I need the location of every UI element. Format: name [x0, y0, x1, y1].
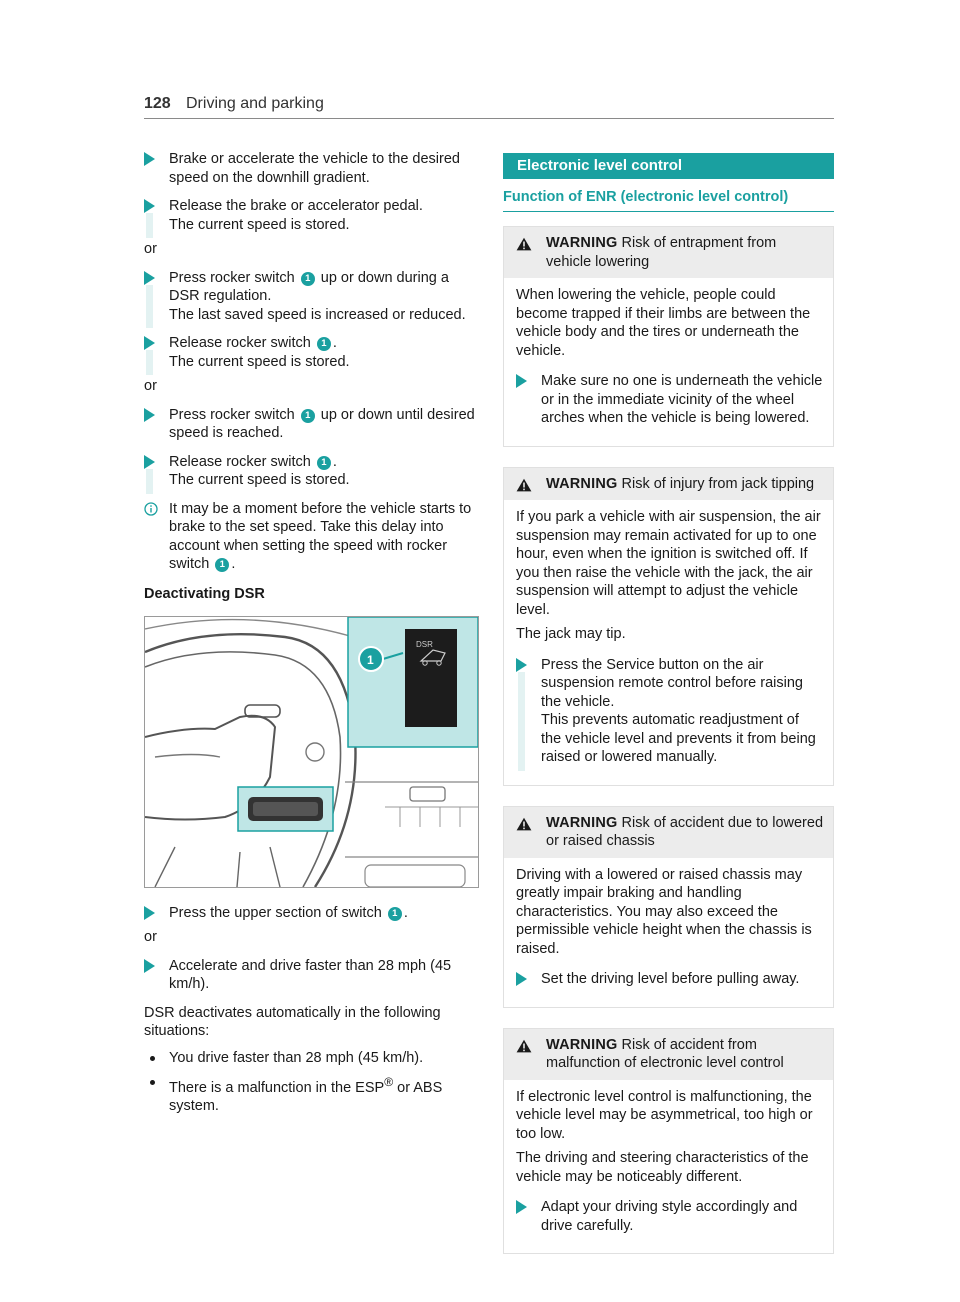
instruction-step: Press the upper section of switch 1 .	[144, 904, 479, 923]
warning-triangle-icon	[516, 1039, 532, 1053]
bullet-icon	[150, 1056, 155, 1061]
instruction-step	[516, 656, 823, 767]
warning-label: WARNING	[546, 235, 618, 251]
figure-callout-1: 1	[367, 652, 374, 667]
list-item: You drive faster than 28 mph (45 km/h).	[144, 1049, 479, 1068]
warning-box	[503, 1028, 834, 1255]
warning-triangle-icon	[516, 237, 532, 251]
step-result: The current speed is stored.	[169, 472, 350, 488]
warning-label: WARNING	[546, 814, 618, 831]
warning-body	[504, 1080, 833, 1254]
arrow-step-icon	[144, 199, 155, 213]
page-header	[144, 92, 834, 119]
warning-box	[503, 467, 834, 786]
callout-badge-icon: 1	[215, 558, 229, 572]
arrow-step-icon	[144, 271, 155, 285]
warning-step-text: Make sure no one is underneath the vehicle or in the immediate vicinity of the wheel arches when the vehicle is being lowered.	[541, 373, 823, 426]
or-separator: or	[144, 378, 157, 394]
warning-title: Risk of entrapment from vehicle lowering	[546, 235, 777, 270]
section-subheading: Deactivating DSR	[144, 585, 265, 602]
instruction-step: Release rocker switch 1 . The current speed is stored.	[144, 453, 479, 490]
callout-badge-icon: 1	[388, 907, 402, 921]
result-bar	[518, 672, 525, 771]
warning-label: WARNING	[546, 1036, 618, 1053]
warning-title: Risk of accident due to lowered or raised chassis	[546, 814, 824, 849]
or-separator: or	[144, 929, 157, 945]
warning-list	[503, 226, 834, 1254]
info-icon	[144, 502, 158, 516]
left-column	[144, 150, 479, 1122]
warning-step-text: Press the Service button on the air suspension remote control before raising the vehicle.	[541, 656, 803, 710]
arrow-step-icon	[144, 959, 155, 973]
warning-header	[504, 1029, 833, 1080]
warning-paragraph: The jack may tip.	[516, 626, 626, 642]
warning-box	[503, 226, 834, 447]
instruction-step	[516, 1198, 823, 1235]
arrow-step-icon	[144, 152, 155, 166]
result-bar	[146, 350, 153, 375]
step-result: The last saved speed is increased or reduced.	[169, 306, 466, 323]
chapter-title: Driving and parking	[186, 95, 324, 112]
arrow-step-icon	[144, 455, 155, 469]
instruction-step: Press rocker switch 1 up or down until desired speed is reached.	[144, 406, 479, 443]
warning-body	[504, 500, 833, 785]
callout-badge-icon: 1	[301, 272, 315, 286]
warning-body	[504, 858, 833, 1007]
arrow-step-icon	[516, 1200, 527, 1214]
or-separator: or	[144, 241, 157, 257]
list-item: There is a malfunction in the ESP® or ABS system.	[144, 1073, 479, 1116]
warning-paragraph: Driving with a lowered or raised chassis may greatly impair braking and handling characteristics. You may also exceed the permissible vehicle height when the chassis is raised.	[516, 866, 812, 957]
callout-badge-icon: 1	[317, 337, 331, 351]
instruction-step	[516, 970, 823, 989]
warning-step-text: Adapt your driving style accordingly and drive carefully.	[541, 1199, 798, 1234]
arrow-step-icon	[144, 336, 155, 350]
right-column	[503, 153, 834, 1274]
arrow-step-icon	[516, 658, 527, 672]
step-result: This prevents automatic readjustment of the vehicle level and prevents it from being raised or lowered manually.	[541, 712, 816, 765]
warning-paragraphs	[516, 508, 823, 644]
warning-paragraph: The driving and steering characteristics of the vehicle may be noticeably different.	[516, 1150, 809, 1185]
dashboard-illustration	[144, 616, 479, 888]
arrow-step-icon	[144, 408, 155, 422]
result-bar	[146, 285, 153, 329]
step-result: The current speed is stored.	[169, 216, 350, 233]
instruction-step: Brake or accelerate the vehicle to the desired speed on the downhill gradient.	[144, 150, 479, 187]
arrow-step-icon	[144, 906, 155, 920]
arrow-step-icon	[516, 374, 527, 388]
instruction-step: Press rocker switch 1 up or down during a DSR regulation. The last saved speed is increased or reduced.	[144, 269, 479, 325]
info-note: It may be a moment before the vehicle starts to brake to the set speed. Take this delay into account when setting the speed with rocker switch 1 .	[144, 500, 479, 574]
warning-paragraph: When lowering the vehicle, people could become trapped if their limbs are between the vehicle body and the tires or underneath the vehicle.	[516, 287, 811, 359]
dashboard-drawing	[145, 617, 478, 887]
bullet-icon	[150, 1080, 155, 1085]
page-number: 128	[144, 95, 171, 112]
callout-badge-icon: 1	[301, 409, 315, 423]
warning-body	[504, 278, 833, 446]
warning-paragraph: If you park a vehicle with air suspension, the air suspension may remain activated for up to one hour, even when the ignition is switched off. If you then raise the vehicle with the jack, the air suspension will attempt to adjust the vehicle level.	[516, 509, 821, 618]
warning-box	[503, 806, 834, 1008]
warning-label: WARNING	[546, 475, 618, 492]
warning-triangle-icon	[516, 817, 532, 831]
instruction-step	[516, 372, 823, 428]
result-bar	[146, 469, 153, 494]
warning-paragraphs	[516, 1088, 823, 1187]
dsr-switch-label: DSR	[416, 639, 433, 649]
warning-header	[504, 227, 833, 278]
instruction-step: Release rocker switch 1 . The current speed is stored.	[144, 334, 479, 371]
warning-paragraph: If electronic level control is malfunctioning, the vehicle level may be asymmetrical, too high or too low.	[516, 1088, 813, 1142]
sub-title: Function of ENR (electronic level control)	[503, 189, 834, 212]
warning-step-text: Set the driving level before pulling away.	[541, 971, 800, 987]
warning-title: Risk of accident from malfunction of electronic level control	[546, 1036, 784, 1071]
callout-badge-icon: 1	[317, 456, 331, 470]
step-result: The current speed is stored.	[169, 353, 350, 370]
paragraph: DSR deactivates automatically in the following situations:	[144, 1004, 441, 1039]
arrow-step-icon	[516, 972, 527, 986]
warning-header	[504, 468, 833, 501]
instruction-step: Accelerate and drive faster than 28 mph (45 km/h).	[144, 957, 479, 994]
warning-header	[504, 807, 833, 858]
instruction-step: Release the brake or accelerator pedal. The current speed is stored.	[144, 197, 479, 234]
warning-triangle-icon	[516, 478, 532, 492]
result-bar	[146, 213, 153, 238]
warning-title: Risk of injury from jack tipping	[621, 475, 815, 492]
section-title: Electronic level control	[503, 153, 834, 179]
warning-paragraphs	[516, 866, 823, 959]
warning-paragraphs	[516, 286, 823, 360]
